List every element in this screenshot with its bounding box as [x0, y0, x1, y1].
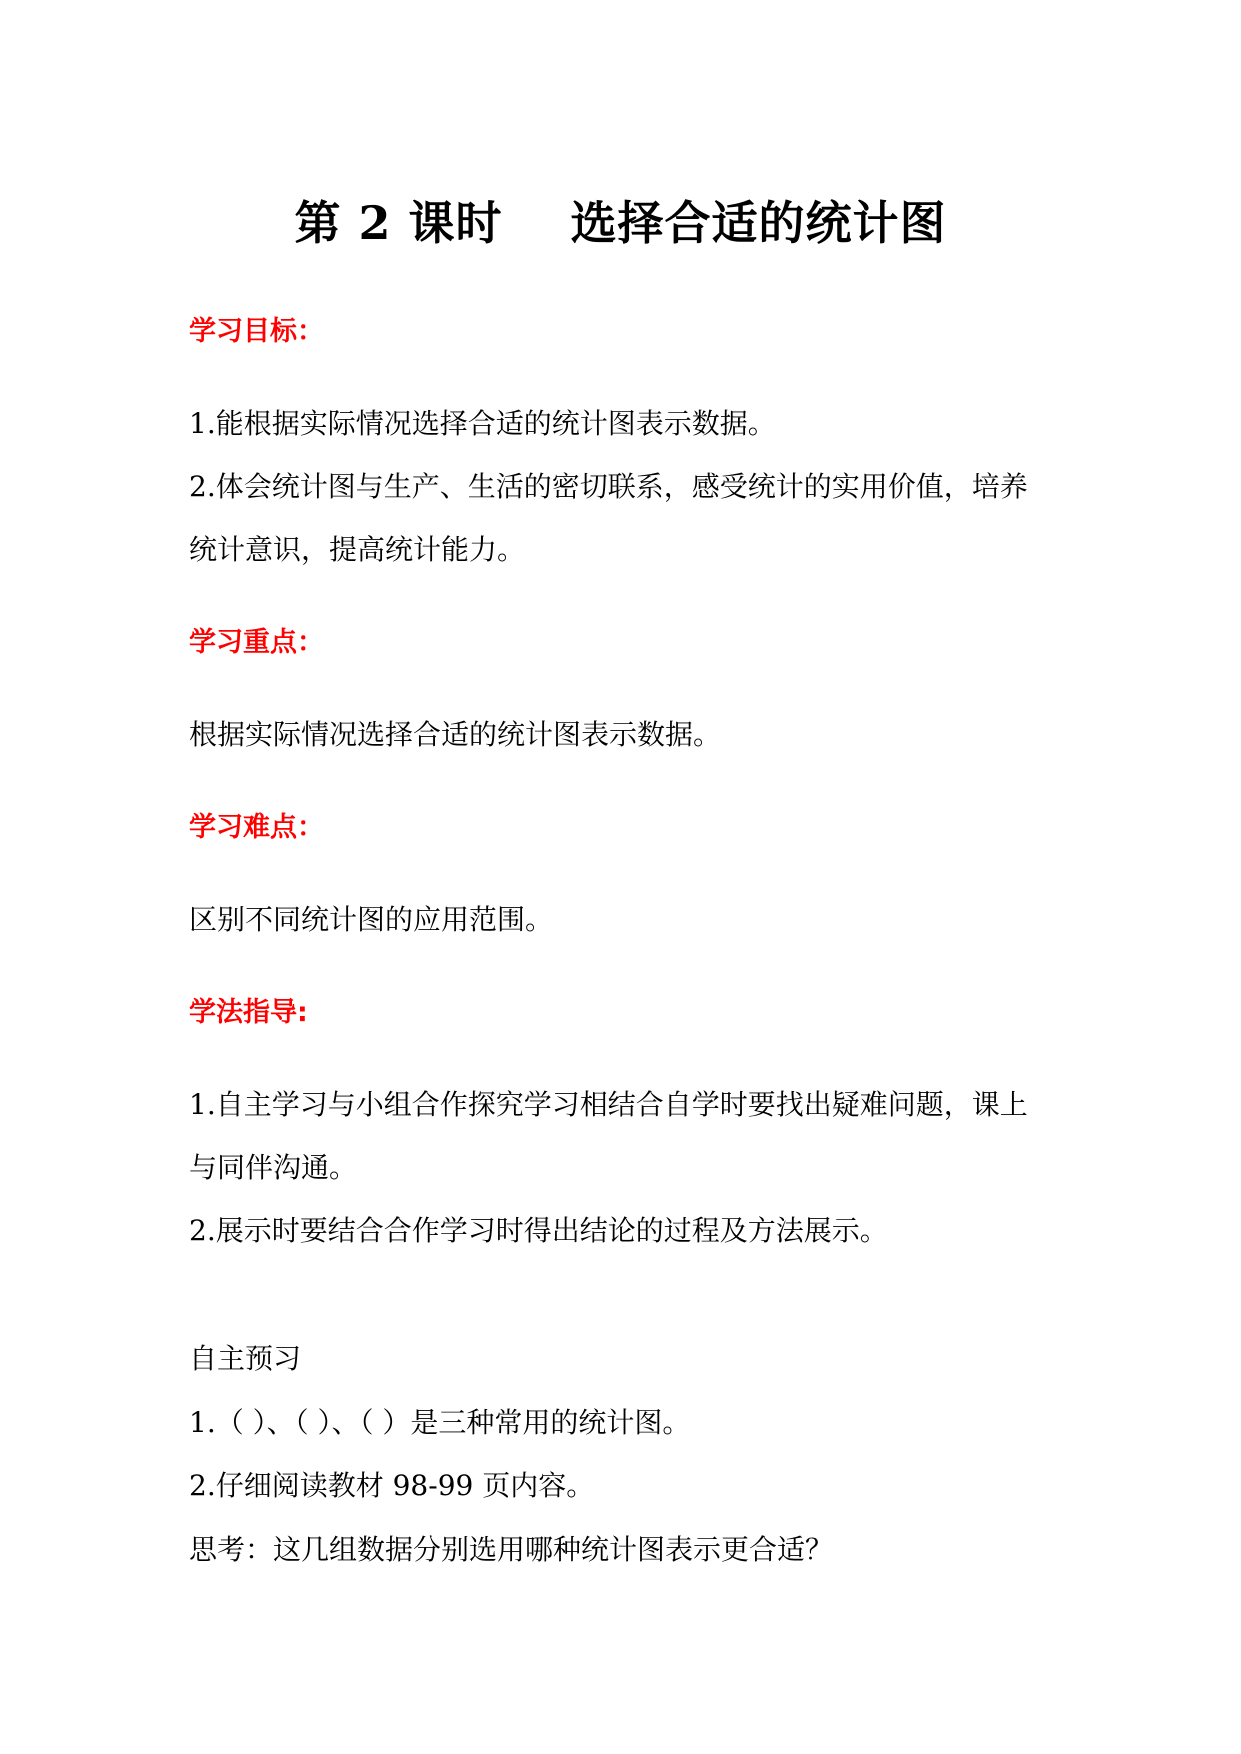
- difficulties-heading: 学习难点：: [189, 812, 324, 843]
- goals-item-2-line-1: 2.体会统计图与生产、生活的密切联系，感受统计的实用价值，培养: [189, 470, 1028, 503]
- preview-think: 思考：这几组数据分别选用哪种统计图表示更合适？: [189, 1533, 834, 1566]
- goals-item-1: 1.能根据实际情况选择合适的统计图表示数据。: [189, 407, 776, 440]
- difficulties-text: 区别不同统计图的应用范围。: [189, 903, 554, 936]
- goals-heading: 学习目标：: [189, 316, 324, 347]
- preview-item-2: 2.仔细阅读教材 98-99 页内容。: [189, 1469, 595, 1502]
- method-item-2: 2.展示时要结合合作学习时得出结论的过程及方法展示。: [189, 1214, 888, 1247]
- method-item-1-line-2: 与同伴沟通。: [189, 1151, 358, 1184]
- key-points-text: 根据实际情况选择合适的统计图表示数据。: [189, 718, 722, 751]
- preview-heading: 自主预习: [189, 1342, 302, 1375]
- method-heading: 学法指导:: [189, 997, 308, 1028]
- key-points-heading: 学习重点：: [189, 627, 324, 658]
- goals-item-2-line-2: 统计意识，提高统计能力。: [189, 533, 526, 566]
- page-title: 第 2 课时 选择合适的统计图: [294, 196, 947, 250]
- method-item-1-line-1: 1.自主学习与小组合作探究学习相结合自学时要找出疑难问题，课上: [189, 1088, 1028, 1121]
- preview-item-1: 1.（ ）、（ ）、（ ）是三种常用的统计图。: [189, 1406, 691, 1439]
